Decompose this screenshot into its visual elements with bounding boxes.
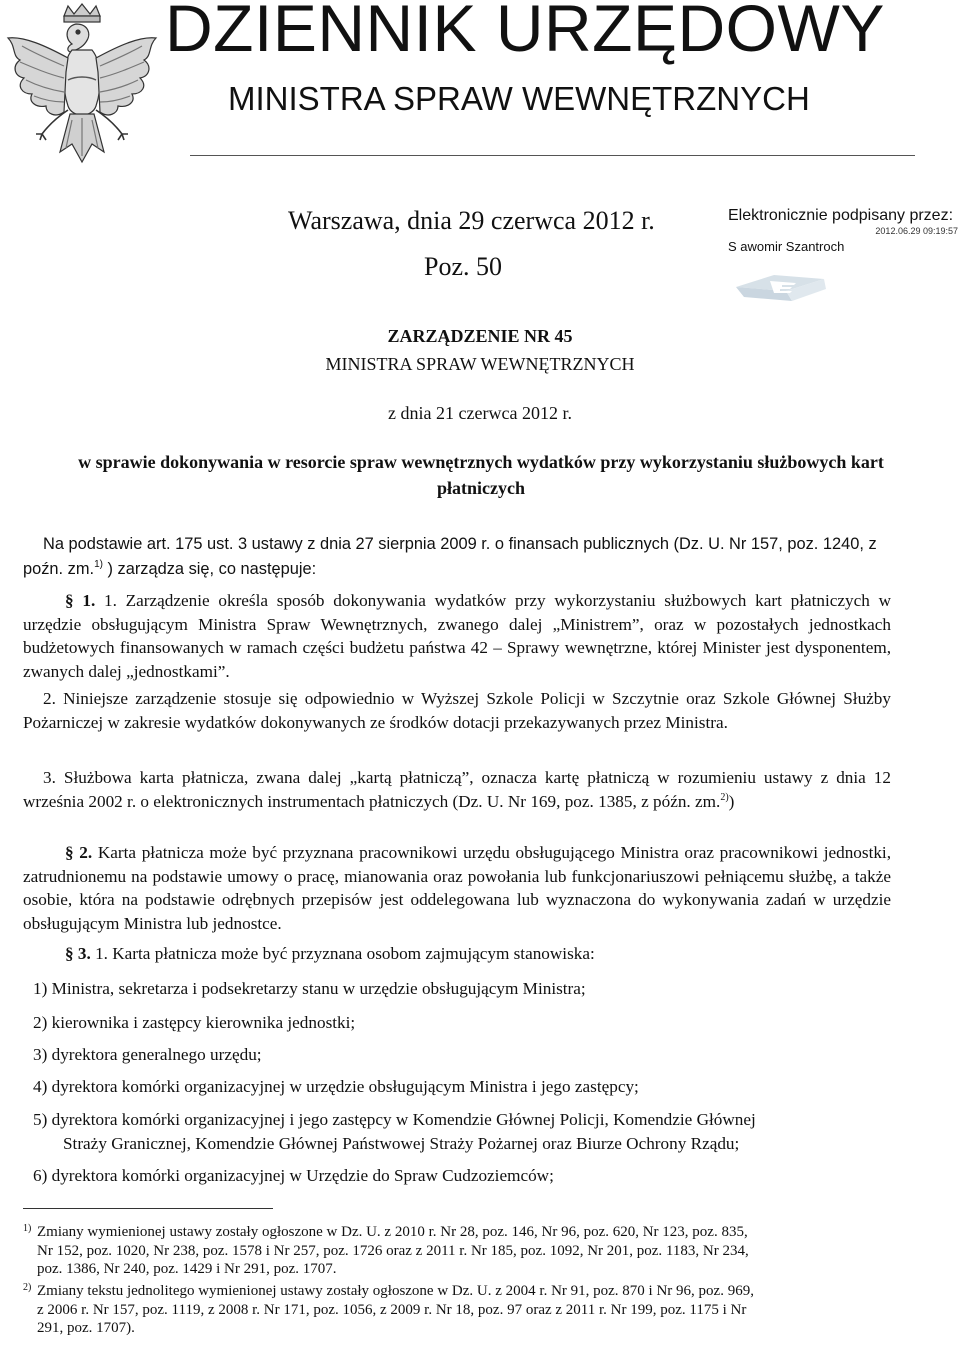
footnote-text — [23, 1223, 891, 1279]
act-title: ZARZĄDZENIE NR 45 — [387, 326, 573, 346]
list-item — [33, 1108, 891, 1155]
footnote-line: z 2006 r. Nr 157, poz. 1119, z 2008 r. Nr 171, poz. 1056, z 2009 r. Nr 18, poz. 97 oraz z 2011 r. Nr 199, poz. 1175 i Nr — [37, 1301, 747, 1318]
act-subject: w sprawie dokonywania w resorcie spraw wewnętrznych wydatków przy wykorzystaniu służbowych kart płatniczych — [78, 452, 884, 498]
list-item: 4) dyrektora komórki organizacyjnej w urzędzie obsługującym Ministra i jego zastępcy; — [33, 1077, 639, 1096]
footnote-line: 291, poz. 1707). — [37, 1320, 135, 1336]
act-date: z dnia 21 czerwca 2012 r. — [388, 403, 572, 423]
footnote-number: 1) — [23, 1223, 32, 1234]
section-2 — [23, 841, 891, 935]
section-1-paragraph-2: 2. Niniejsze zarządzenie stosuje się odpowiednio w Wyższej Szkole Policji w Szczytnie oraz Szkole Głównej Służby Pożarniczej w zakresie wydatków dokonywanych ze środków dotacji przekazywanych przez Ministra. — [23, 689, 891, 732]
footnote-number: 2) — [23, 1282, 32, 1293]
footnote-line: poz. 1386, Nr 240, poz. 1429 i Nr 291, poz. 1707. — [37, 1261, 337, 1277]
list-item-continuation: Straży Granicznej, Komendzie Głównej Państwowej Straży Pożarnej oraz Biurze Ochrony Rządu; — [63, 1133, 740, 1153]
electronic-signature-block — [728, 207, 960, 307]
signer-name: S awomir Szantroch — [728, 239, 845, 254]
white-eagle-emblem-icon — [2, 2, 162, 177]
signature-label: Elektronicznie podpisany przez: — [728, 207, 954, 224]
list-item: 1) Ministra, sekretarza i podsekretarzy stanu w urzędzie obsługującym Ministra; — [33, 979, 586, 998]
section-3-mark: § 3. — [65, 944, 91, 963]
signature-timestamp: 2012.06.29 09:19:57 — [875, 226, 958, 236]
section-2-mark: § 2. — [65, 843, 93, 862]
footnote-divider — [23, 1208, 273, 1209]
list-item: 3) dyrektora generalnego urzędu; — [33, 1045, 262, 1064]
preamble — [23, 532, 891, 582]
section-1-paragraph-1-text: 1. Zarządzenie określa sposób dokonywania wydatków przy wykorzystaniu służbowych kart płatniczych w urzędzie obsługującym Ministra Spraw Wewnętrznych, zwanego dalej „Ministrem”, oraz w pozostałych jednostkach budżetowych finansowanych w ramach części budżetu państwa 42 – Sprawy wewnętrzne, której Minister jest dysponentem, zwanych dalej „jednostkami”. — [23, 591, 892, 681]
section-1-paragraph-3: 3. Służbowa karta płatnicza, zwana dalej „kartą płatniczą”, oznacza kartę płatniczą w rozumieniu ustawy z dnia 12 września 2002 r. o elektronicznych instrumentach płatniczych (Dz. U. Nr 169, poz. 1385, z późn. zm.$^{2)}$) — [23, 768, 891, 811]
section-3 — [23, 942, 891, 966]
footnote-1 — [23, 1223, 891, 1279]
preamble-text: Na podstawie art. 175 ust. 3 ustawy z dnia 27 sierpnia 2009 r. o finansach publicznych (Dz. U. Nr 157, poz. 1240, z poźn. zm. — [23, 535, 877, 578]
footnote-ref-1: 1) — [94, 559, 103, 570]
footnote-ref-2: 2) — [720, 791, 729, 803]
footnote-2 — [23, 1282, 891, 1338]
section-3-text: 1. Karta płatnicza może być przyznana osobom zajmującym stanowiska: — [90, 944, 595, 963]
gazette-title: DZIENNIK URZĘDOWY — [165, 0, 885, 65]
act-issuer: MINISTRA SPRAW WEWNĘTRZNYCH — [325, 354, 635, 374]
masthead-divider — [190, 155, 915, 156]
place-and-date: Warszawa, dnia 29 czerwca 2012 r. — [288, 206, 655, 235]
footnote-text — [23, 1282, 891, 1338]
gazette-subtitle: MINISTRA SPRAW WEWNĘTRZNYCH — [228, 80, 810, 117]
position-number: Poz. 50 — [424, 252, 502, 281]
list-item: 2) kierownika i zastępcy kierownika jednostki; — [33, 1013, 356, 1032]
footnote-line: Zmiany wymienionej ustawy zostały ogłoszone w Dz. U. z 2010 r. Nr 28, poz. 146, Nr 96, poz. 620, Nr 123, poz. 835, — [37, 1224, 748, 1240]
section-1-paragraph-1 — [23, 589, 891, 683]
footnote-line: Zmiany tekstu jednolitego wymienionej ustawy zostały ogłoszone w Dz. U. z 2004 r. Nr 91, poz. 870 i Nr 96, poz. 969, — [37, 1283, 754, 1299]
footnote-line: Nr 152, poz. 1020, Nr 238, poz. 1578 i Nr 257, poz. 1726 oraz z 2011 r. Nr 185, poz. 1092, Nr 201, poz. 1183, Nr 234, — [37, 1242, 749, 1259]
section-1-paragraph-3-text: 3. Służbowa karta płatnicza, zwana dalej „kartą płatniczą”, oznacza kartę płatniczą w rozumieniu ustawy z dnia 12 września 2002 r. o elektronicznych instrumentach płatniczych (Dz. U. Nr 169, poz. 1385, z późn. zm. — [23, 768, 891, 811]
preamble-text-end: ) zarządza się, co następuje: — [102, 560, 317, 578]
list-item-line: 5) dyrektora komórki organizacyjnej i jego zastępcy w Komendzie Głównej Policji, Komendzie Głównej — [33, 1110, 756, 1129]
e-signature-logo-icon — [730, 269, 830, 305]
section-2-text: Karta płatnicza może być przyznana pracownikowi urzędu obsługującego Ministra oraz pracownikowi jednostki, zatrudnionemu na podstawie umowy o pracę, mianowania oraz powołania lub funkcjonariuszowi pełniącemu służbę, a także osobie, która na podstawie odrębnych przepisów jest oddelegowana lub wyznaczona do wykonywania zadań w urzędzie obsługującym Ministra lub jednostce. — [23, 843, 892, 933]
list-item: 6) dyrektora komórki organizacyjnej w Urzędzie do Spraw Cudzoziemców; — [33, 1166, 554, 1185]
section-1-mark: § 1. — [65, 591, 96, 610]
